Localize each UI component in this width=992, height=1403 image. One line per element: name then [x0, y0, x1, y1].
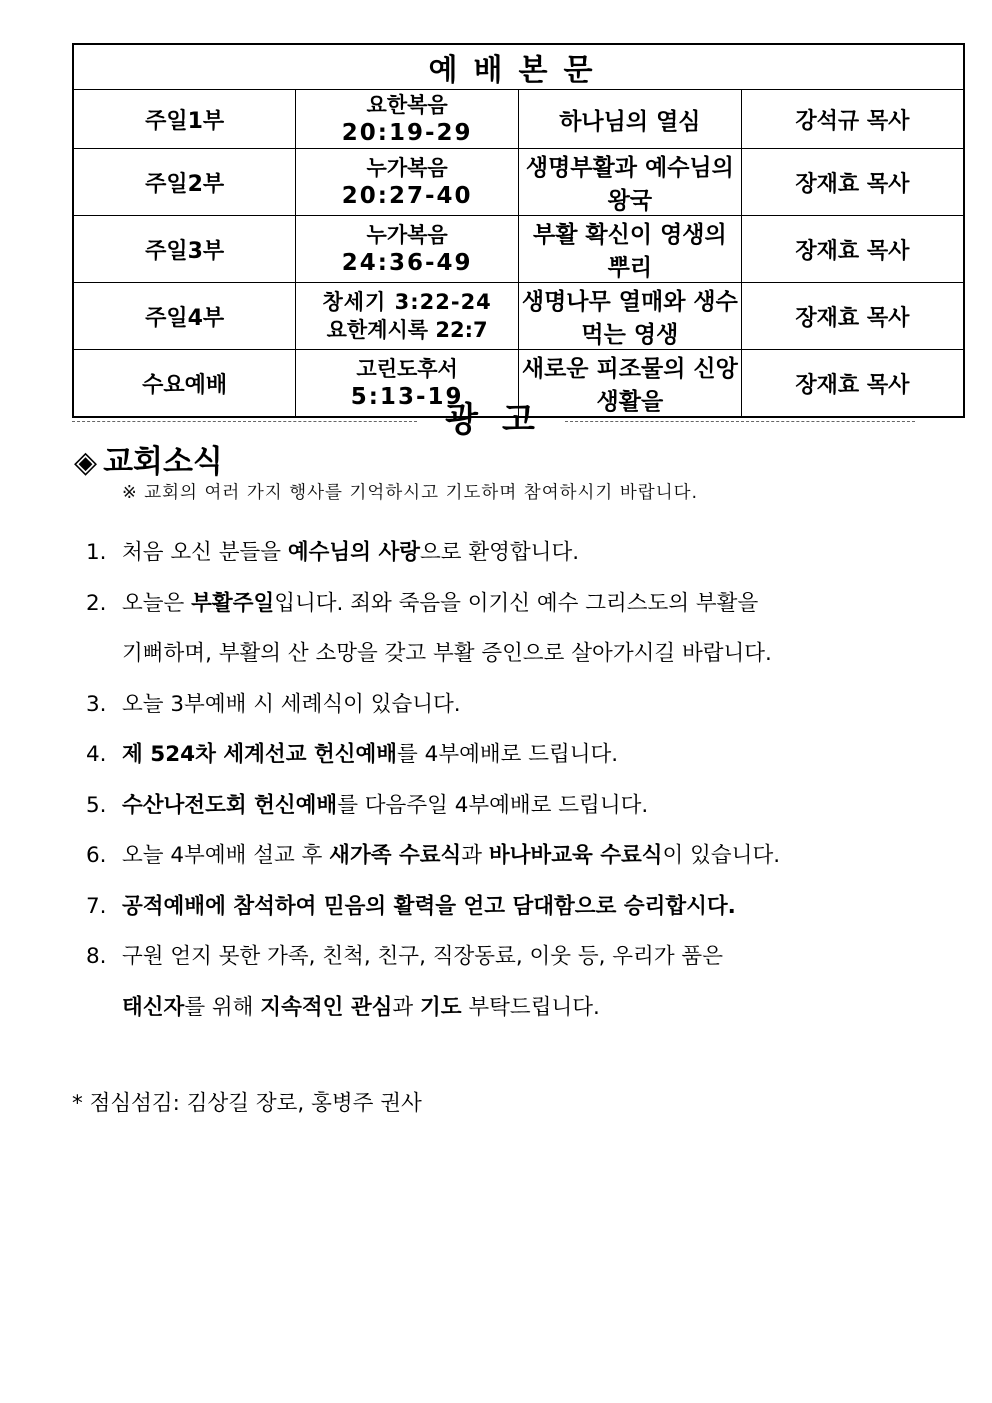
scripture [296, 283, 519, 350]
item-text: 를 다음주일 4부예배로 드립니다. [337, 792, 649, 818]
list-item-continuation [86, 983, 966, 1034]
item-text: 구원 얻지 못한 가족, 친척, 친구, 직장동료, 이웃 등, 우리가 품은 [122, 944, 723, 969]
pastor-name: 장재효 목사 [741, 283, 964, 350]
list-item [86, 932, 966, 983]
list-item [86, 730, 966, 781]
scripture-ref: 요한계시록 22:7 [326, 318, 488, 342]
scripture-book: 누가복음 [366, 156, 448, 180]
pastor-name: 강석규 목사 [741, 90, 964, 149]
announcements-title: 광고 [445, 400, 559, 440]
item-emphasis: 제 524차 세계선교 헌신예배 [122, 742, 398, 767]
item-text: 오늘은 [122, 590, 192, 616]
item-text: 오늘 4부예배 설교 후 [122, 843, 330, 868]
item-emphasis: 지속적인 관심 [260, 994, 393, 1020]
list-item [86, 528, 966, 579]
list-item-continuation [86, 629, 966, 680]
service-name: 주일3부 [73, 216, 296, 283]
item-text: 이 있습니다. [662, 843, 781, 868]
scripture [296, 149, 519, 216]
item-text: 를 위해 [184, 994, 261, 1020]
item-text: 과 [392, 994, 421, 1020]
scripture-ref: 24:36-49 [341, 250, 473, 276]
item-number: 5. [86, 792, 107, 818]
pastor-name: 장재효 목사 [741, 350, 964, 418]
sermon-title: 새로운 피조물의 신앙생활을 [519, 350, 742, 418]
scripture-ref: 20:27-40 [341, 183, 473, 209]
scripture [296, 90, 519, 149]
table-row [73, 216, 964, 283]
section-heading-text: 교회소식 [103, 444, 223, 480]
table-row [73, 149, 964, 216]
item-emphasis: 부활주일 [191, 590, 275, 616]
item-emphasis: 바나바교육 수료식 [488, 843, 663, 868]
item-text: 과 [461, 843, 489, 868]
item-number: 3. [86, 691, 107, 717]
table-row [73, 283, 964, 350]
worship-title: 예배본문 [73, 44, 964, 90]
service-name: 주일1부 [73, 90, 296, 149]
item-emphasis: 새가족 수료식 [329, 843, 462, 868]
item-text: 기뻐하며, 부활의 산 소망을 갖고 부활 증인으로 살아가시길 바랍니다. [122, 641, 772, 666]
announcements-header [72, 392, 915, 440]
item-number: 6. [86, 843, 107, 868]
section-note: ※ 교회의 여러 가지 행사를 기억하시고 기도하며 참여하시기 바랍니다. [122, 483, 699, 503]
item-number: 8. [86, 944, 107, 969]
service-name: 수요예배 [73, 350, 296, 418]
section-heading [74, 436, 223, 481]
item-emphasis: 태신자 [122, 994, 185, 1020]
item-text: 부탁드립니다. [461, 994, 600, 1020]
sermon-title: 생명나무 열매와 생수 먹는 영생 [519, 283, 742, 350]
pastor-name: 장재효 목사 [741, 149, 964, 216]
list-item [86, 680, 966, 731]
sermon-title: 하나님의 열심 [519, 90, 742, 149]
item-number: 2. [86, 590, 107, 616]
sermon-title: 생명부활과 예수님의 왕국 [519, 149, 742, 216]
scripture-book: 요한복음 [366, 93, 448, 117]
item-text: 처음 오신 분들을 [122, 540, 288, 565]
list-item [86, 781, 966, 832]
worship-table [72, 43, 965, 418]
notice-list [86, 528, 966, 1033]
list-item [86, 882, 966, 933]
lunch-service-note: * 점심섬김: 김상길 장로, 홍병주 권사 [72, 1091, 422, 1116]
item-emphasis: 기도 [420, 994, 462, 1020]
table-row [73, 90, 964, 149]
scripture-ref: 5:13-19 [350, 384, 464, 410]
scripture-book: 고린도후서 [356, 357, 458, 381]
service-name: 주일4부 [73, 283, 296, 350]
item-text: 오늘 3부예배 시 세례식이 있습니다. [122, 691, 461, 717]
dashed-divider [72, 421, 417, 422]
item-emphasis: 공적예배에 참석하여 믿음의 활력을 얻고 담대함으로 승리합시다. [122, 893, 736, 919]
diamond-bullet-icon: ◈ [74, 445, 98, 480]
item-emphasis: 예수님의 사랑 [287, 540, 420, 565]
scripture-book: 창세기 3:22-24 [322, 290, 492, 314]
pastor-name: 장재효 목사 [741, 216, 964, 283]
item-emphasis: 수산나전도회 헌신예배 [122, 792, 338, 818]
item-number: 7. [86, 893, 107, 919]
service-name: 주일2부 [73, 149, 296, 216]
item-number: 1. [86, 540, 107, 565]
scripture-book: 누가복음 [366, 223, 448, 247]
item-text: 으로 환영합니다. [420, 540, 580, 565]
list-item [86, 579, 966, 630]
scripture [296, 216, 519, 283]
list-item [86, 831, 966, 882]
item-number: 4. [86, 742, 107, 767]
dashed-divider [565, 421, 915, 422]
item-text: 입니다. 죄와 죽음을 이기신 예수 그리스도의 부활을 [274, 590, 759, 616]
item-text: 를 4부예배로 드립니다. [397, 742, 619, 767]
sermon-title: 부활 확신이 영생의 뿌리 [519, 216, 742, 283]
scripture-ref: 20:19-29 [341, 120, 473, 146]
